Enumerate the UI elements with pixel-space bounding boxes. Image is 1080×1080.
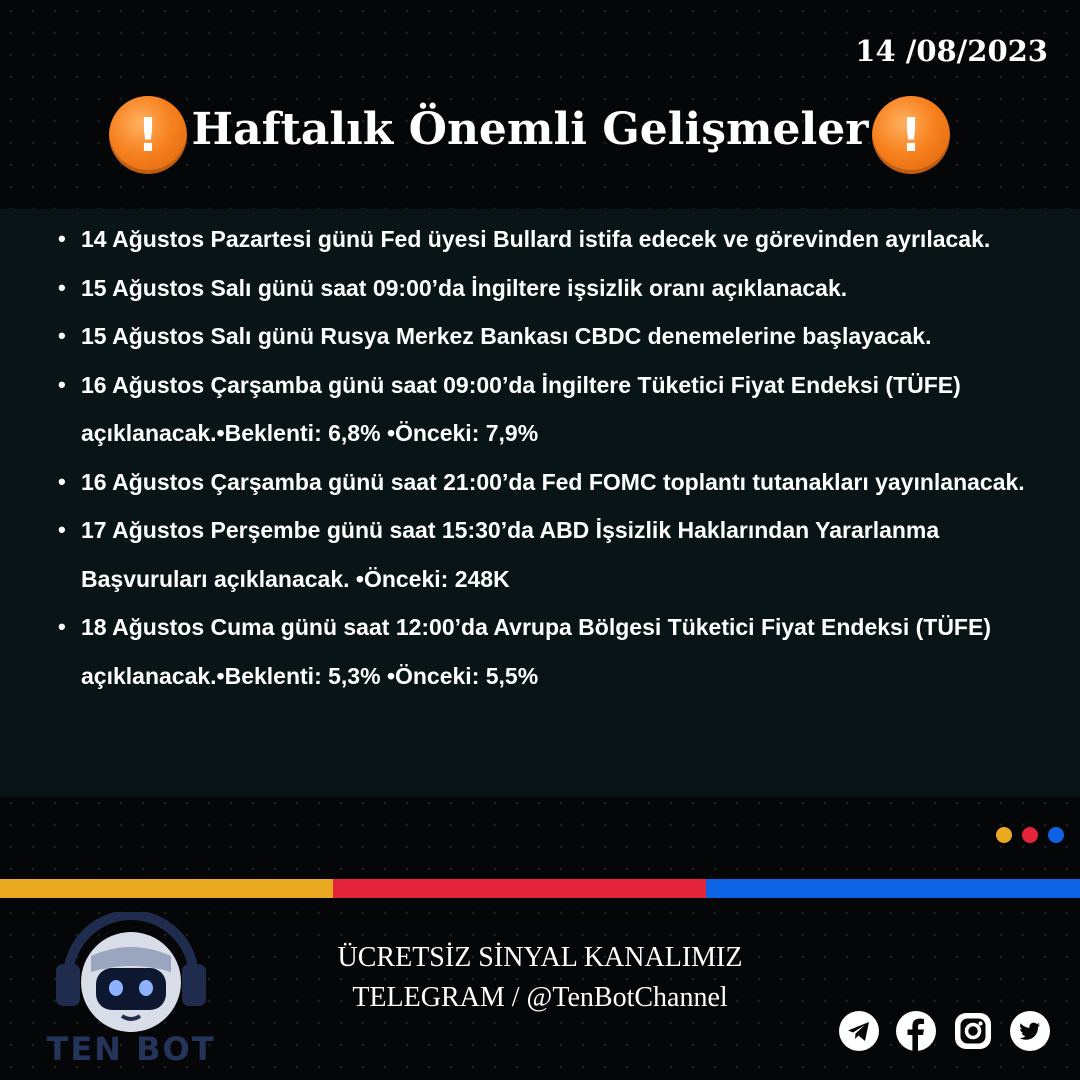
logo-text: TEN BOT <box>46 1030 216 1068</box>
event-text: 15 Ağustos Salı günü Rusya Merkez Bankası CBDC denemelerine başlayacak. <box>81 323 932 349</box>
facebook-icon[interactable] <box>895 1010 937 1052</box>
exclamation-mark: ! <box>137 108 159 162</box>
event-item <box>58 264 1068 313</box>
robot-icon <box>46 912 216 1037</box>
event-text: 14 Ağustos Pazartesi günü Fed üyesi Bullard istifa edecek ve görevinden ayrılacak. <box>81 226 991 252</box>
events-list <box>58 215 1068 700</box>
yellow-dot <box>996 827 1012 843</box>
event-item <box>58 312 1068 361</box>
yellow-stripe <box>0 879 333 898</box>
exclamation-mark: ! <box>900 108 922 162</box>
red-dot <box>1022 827 1038 843</box>
telegram-icon[interactable] <box>838 1010 880 1052</box>
event-item <box>58 458 1068 507</box>
event-item <box>58 361 1068 458</box>
bullet-icon: • <box>58 517 66 542</box>
bullet-icon: • <box>58 226 66 251</box>
bullet-icon: • <box>58 274 66 300</box>
alert-icon <box>872 96 950 174</box>
red-stripe <box>333 879 706 898</box>
event-item <box>58 603 1068 700</box>
event-text: 15 Ağustos Salı günü saat 09:00’da İngiltere işsizlik oranı açıklanacak. <box>81 274 848 301</box>
title-row <box>0 92 1080 178</box>
twitter-icon[interactable] <box>1009 1010 1051 1052</box>
bullet-icon: • <box>58 323 66 348</box>
blue-stripe <box>706 879 1080 898</box>
event-text: 16 Ağustos Çarşamba günü saat 09:00’da İngiltere Tüketici Fiyat Endeksi (TÜFE) açıklanacak.•Beklenti: 6,8% •Önceki: 7,9% <box>81 371 961 446</box>
events-panel <box>0 209 1080 797</box>
footer-line-1: ÜCRETSİZ SİNYAL KANALIMIZ <box>337 942 743 973</box>
instagram-icon[interactable] <box>952 1010 994 1052</box>
tenbot-logo <box>46 912 216 1072</box>
page-title: Haftalık Önemli Gelişmeler <box>191 104 869 155</box>
event-text: 18 Ağustos Cuma günü saat 12:00’da Avrupa Bölgesi Tüketici Fiyat Endeksi (TÜFE) açıklanacak.•Beklenti: 5,3% •Önceki: 5,5% <box>81 614 991 689</box>
event-text: 16 Ağustos Çarşamba günü saat 21:00’da Fed FOMC toplantı tutanakları yayınlanacak. <box>81 468 1025 495</box>
footer-promo <box>280 938 800 1018</box>
event-item <box>58 215 1068 264</box>
bullet-icon: • <box>58 614 66 639</box>
bullet-icon: • <box>58 371 66 397</box>
event-text: 17 Ağustos Perşembe günü saat 15:30’da ABD İşsizlik Haklarından Yararlanma Başvuruları açıklanacak. •Önceki: 248K <box>81 517 940 592</box>
footer-line-2: TELEGRAM / @TenBotChannel <box>352 982 728 1013</box>
event-item <box>58 506 1068 603</box>
date-label: 14 /08/2023 <box>855 34 1048 68</box>
blue-dot <box>1048 827 1064 843</box>
decorative-dots <box>996 827 1066 843</box>
bullet-icon: • <box>58 468 66 494</box>
